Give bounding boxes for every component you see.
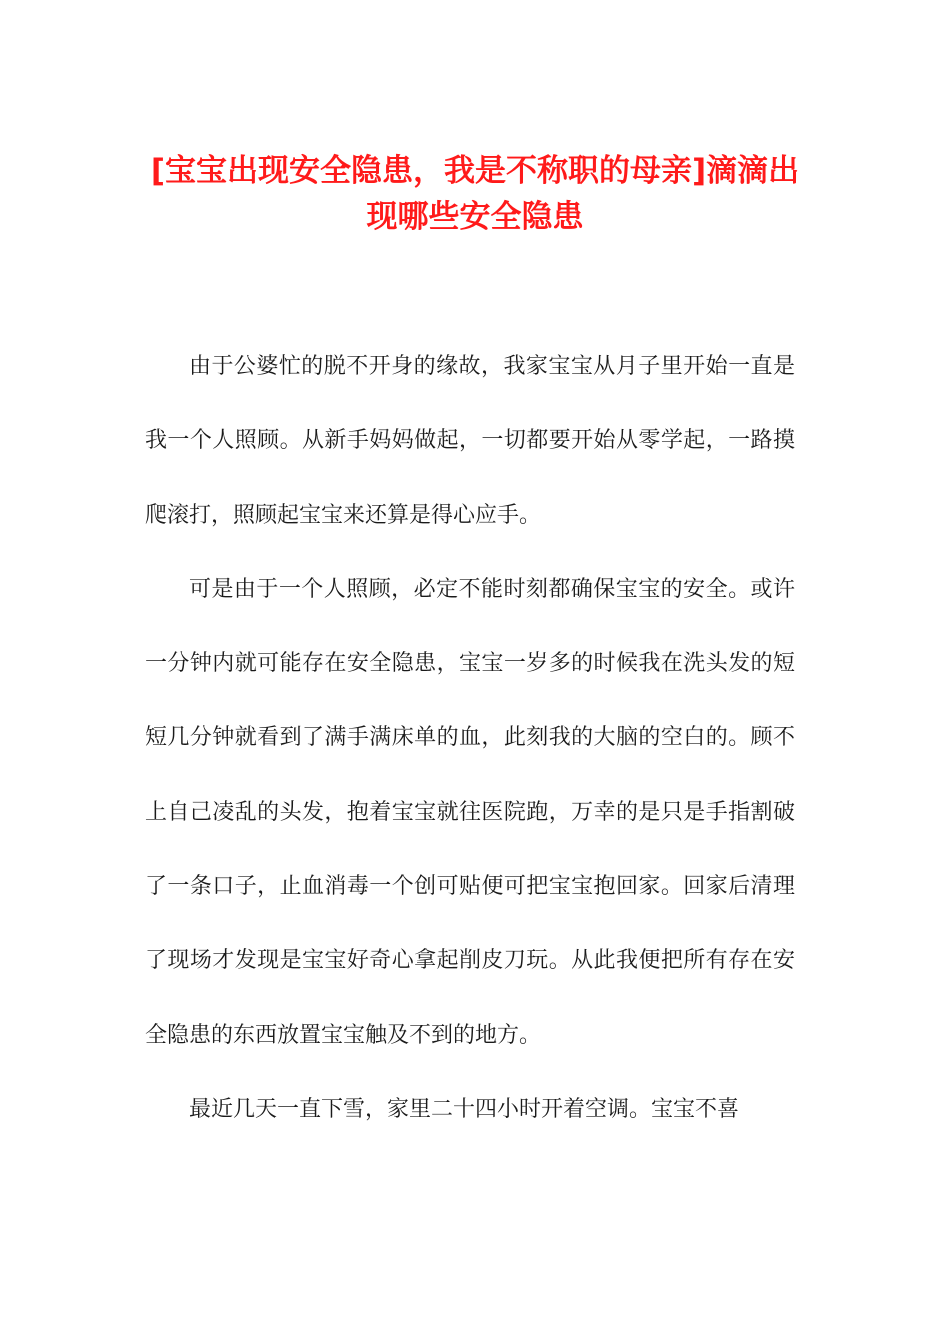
paragraph: 最近几天一直下雪，家里二十四小时开着空调。宝宝不喜 [189,1096,740,1122]
document-title: [宝宝出现安全隐患，我是不称职的母亲]滴滴出现哪些安全隐患 [150,153,800,235]
paragraph: 由于公婆忙的脱不开身的缘故，我家宝宝从月子里开始一直是我一个人照顾。从新手妈妈做起，一切都要开始从零学起，一路摸爬滚打，照顾起宝宝来还算是得心应手。 [145,354,795,528]
paragraph: 可是由于一个人照顾，必定不能时刻都确保宝宝的安全。或许一分钟内就可能存在安全隐患，宝宝一岁多的时候我在洗头发的短短几分钟就看到了满手满床单的血，此刻我的大脑的空白的。顾不上自己凌乱的头发，抱着宝宝就往医院跑，万幸的是只是手指割破了一条口子，止血消毒一个创可贴便可把宝宝抱回家。回家后清理了现场才发现是宝宝好奇心拿起削皮刀玩。从此我便把所有存在安全隐患的东西放置宝宝触及不到的地方。 [145,576,795,1048]
document-body [145,330,795,1147]
